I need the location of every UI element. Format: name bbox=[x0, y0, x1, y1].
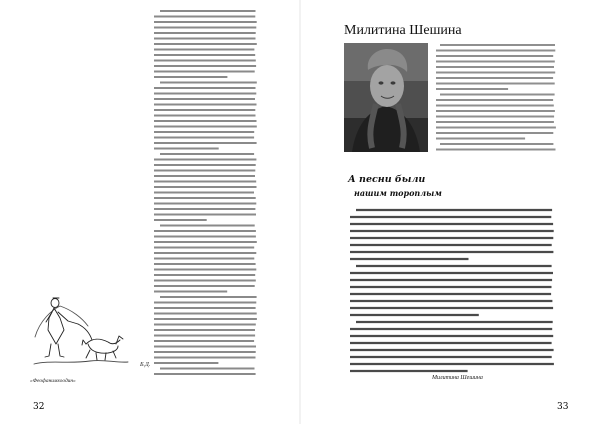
author-name: Милитина Шешина bbox=[344, 23, 462, 38]
manuscript-heading-line-1: А песни были bbox=[348, 174, 426, 185]
drawing-caption: «Феофанимхоодин» bbox=[30, 378, 76, 384]
manuscript-signature: Милитина Шешина bbox=[432, 375, 483, 381]
artist-initials: Б.Д. bbox=[140, 362, 151, 368]
left-body-text bbox=[154, 11, 257, 374]
page-number-right: 33 bbox=[557, 402, 569, 412]
manuscript-heading-line-2: нашим тороплым bbox=[354, 188, 442, 198]
page-number-left: 32 bbox=[33, 402, 45, 412]
author-portrait-photo bbox=[344, 43, 428, 152]
